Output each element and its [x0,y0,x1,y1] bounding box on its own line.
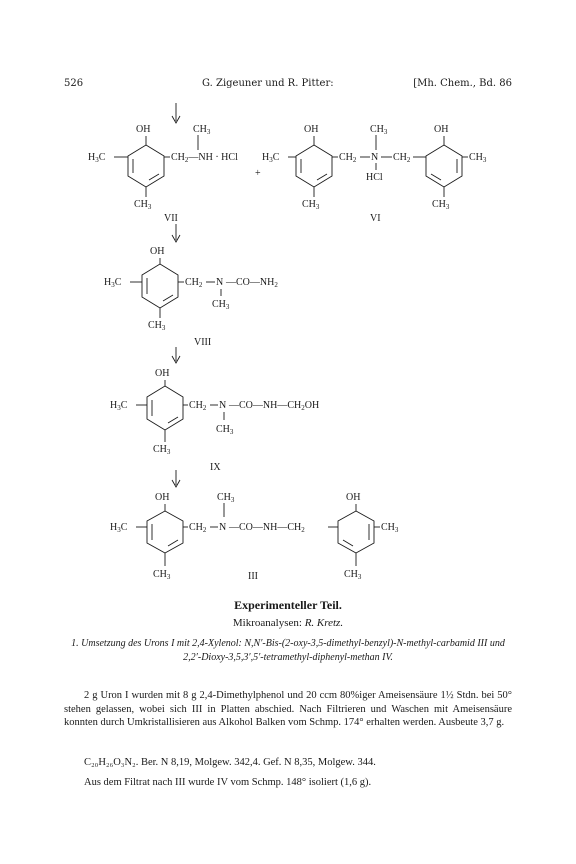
n-atom-label: N [219,400,227,411]
experiment-title: 1. Umsetzung des Urons I mit 2,4-Xylenol: N,N′-Bis-(2-oxy-3,5-dimethyl-benzyl)-N-methyl-carbamid III und 2,2′-Dioxy-3,5,3′,5′-tetramethyl-diphenyl-methan IV. [71,638,505,663]
co-nh-label: $—CO—NH—CH_2$ [229,522,305,534]
compound-label-iii: III [248,571,258,582]
h3c-label: $H_3C$ [110,522,128,534]
analysis-line: C₂₀H₂₆O₃N₂. Ber. N 8,19, Molgew. 342,4. Gef. N 8,35, Molgew. 344. [84,757,376,768]
compound-label-vi: VI [370,213,381,224]
ch2-label: $CH_2$ [189,400,207,412]
microanalysis-name: R. Kretz. [304,617,344,629]
co-nh-ch2oh-label: $—CO—NH—CH_2OH$ [229,400,320,412]
ch2-label: $CH_2$ [339,152,357,164]
oh-label: OH [304,124,319,135]
procedure-paragraph: 2 g Uron I wurden mit 8 g 2,4-Dimethylphenol und 20 ccm 80%iger Ameisensäure 1½ Stdn. bei 50° stehen gelassen, wobei sich III in Platten abschied. Nach Filtrieren und Waschen mit Ameisensäure konnten durch Umkristallisieren aus Alkohol Balken vom Schmp. 174° erhalten werden. Ausbeute 3,7 g. [64,690,512,728]
compound-vi [262,124,487,224]
section-title: Experimenteller Teil. [234,598,342,612]
h3c-label: $H_3C$ [110,400,128,412]
compound-label-vii: VII [164,213,178,224]
oh-label: OH [150,246,165,257]
oh-label: OH [136,124,151,135]
n-atom-label: N [371,152,379,163]
n-atom-label: N [219,522,227,533]
n-atom-label: N [216,277,224,288]
hcl-label: HCl [366,172,383,183]
ch3-label: $CH_3$ [217,492,235,504]
ch3-label: $CH_3$ [432,199,450,211]
compound-ix [110,368,319,473]
compound-iii [110,492,399,582]
ch3-label: $CH_3$ [134,199,152,211]
filtrate-paragraph: Aus dem Filtrat nach III wurde IV vom Schmp. 148° isoliert (1,6 g). [84,777,372,788]
ch3-label: $CH_3$ [212,299,230,311]
ch3-label: $CH_3$ [153,569,171,581]
running-head-journal: [Mh. Chem., Bd. 86 [413,78,512,89]
microanalysis-label: Mikroanalysen: [232,617,302,629]
page-number: 526 [64,78,84,89]
running-head-authors: G. Zigeuner und R. Pitter: [202,78,334,89]
plus-sign: + [255,168,261,179]
co-nh2-label: $—CO—NH_2$ [226,277,278,289]
ch3-label: $CH_3$ [148,320,166,332]
ch2-label: $CH_2$ [393,152,411,164]
h3c-label: $H_3C$ [104,277,122,289]
oh-label: OH [155,492,170,503]
compound-label-viii: VIII [194,337,212,348]
ch3-label: $CH_3$ [370,124,388,136]
ch3-label: $CH_3$ [193,124,211,136]
oh-label: OH [434,124,449,135]
h3c-label: $H_3C$ [88,152,106,164]
oh-label: OH [155,368,170,379]
h3c-label: $H_3C$ [262,152,280,164]
oh-label: OH [346,492,361,503]
ch3-label: $CH_3$ [153,444,171,456]
ch3-label: $CH_3$ [469,152,487,164]
compound-vii [88,124,238,224]
ch3-label: $CH_3$ [216,424,234,436]
ch2-label: $CH_2$ [189,522,207,534]
microanalysis-line [0,617,576,629]
ch2-label: $CH_2$ [185,277,203,289]
ch3-label: $CH_3$ [302,199,320,211]
compound-label-ix: IX [210,462,221,473]
ch3-label: $CH_3$ [344,569,362,581]
ch3-label: $CH_3$ [381,522,399,534]
ch2-label: $CH_2—NH$ · HCl [171,152,238,164]
compound-viii [104,246,278,348]
